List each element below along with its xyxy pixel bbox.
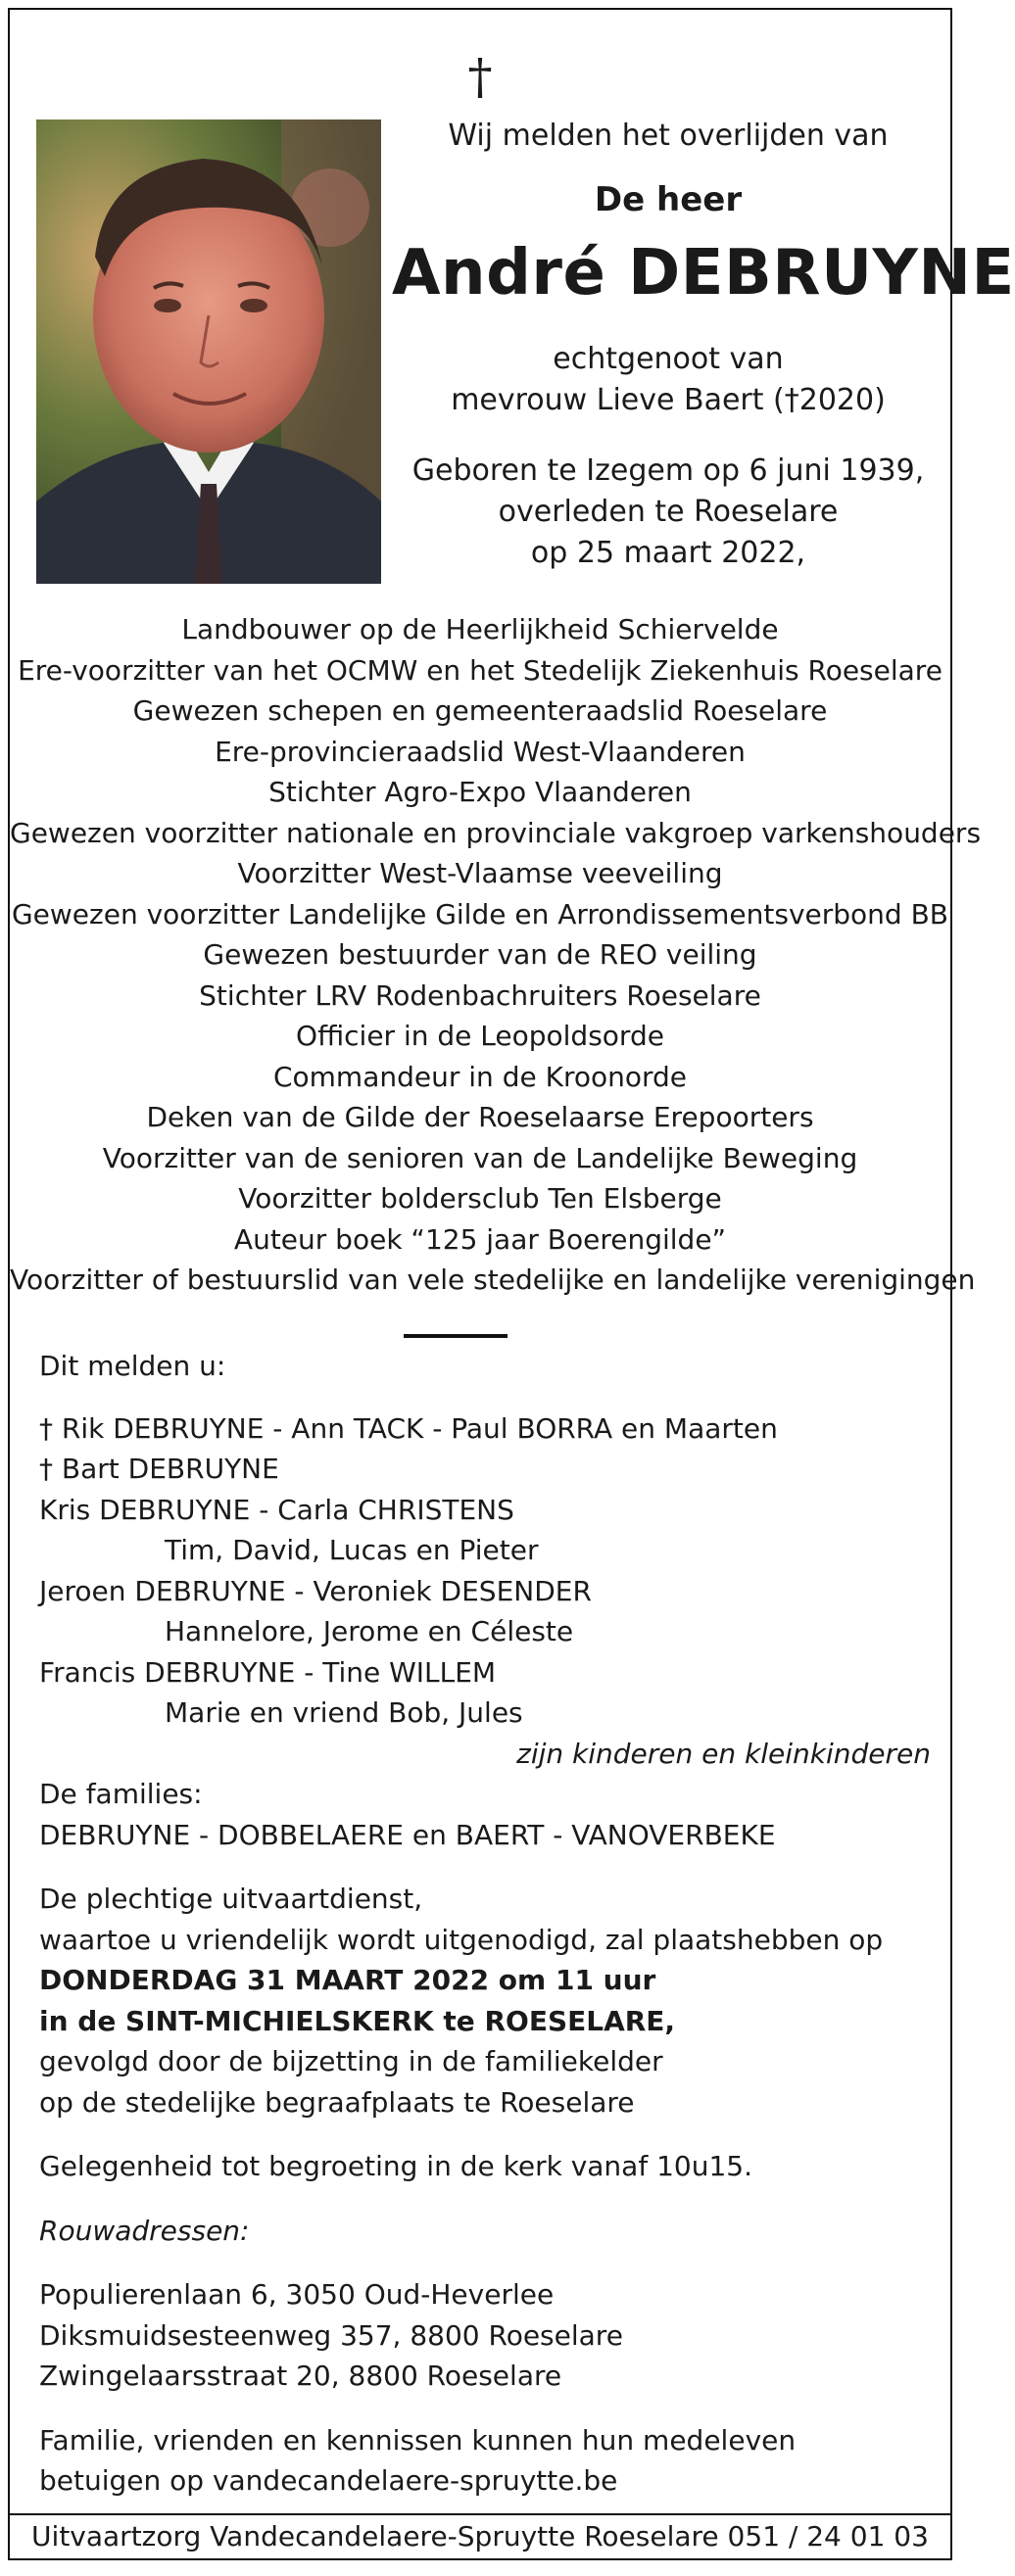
title-line: Voorzitter of bestuurslid van vele stedelijke en landelijke verenigingen (10, 1264, 976, 1296)
family-line: † Bart DEBRUYNE (39, 1453, 279, 1485)
spouse-line-1: echtgenoot van (553, 342, 784, 376)
title-line: Voorzitter van de senioren van de Landelijke Beweging (102, 1141, 858, 1174)
title-line: Landbouwer op de Heerlijkheid Schiervelde (181, 613, 779, 645)
birth-line-2: overleden te Roeselare (498, 495, 839, 529)
cross-icon: † (467, 48, 493, 105)
title-line: Voorzitter West-Vlaamse veeveiling (237, 857, 723, 889)
service-line-2: waartoe u vriendelijk wordt uitgenodigd, zal plaatshebben op (39, 1923, 884, 1956)
intro-text: Wij melden het overlijden van (448, 119, 889, 153)
birth-line-1: Geboren te Izegem op 6 juni 1939, (411, 453, 925, 488)
family-line: Jeroen DEBRUYNE - Veroniek DESENDER (39, 1574, 592, 1607)
titles-list (10, 609, 982, 1301)
deceased-name: André DEBRUYNE (392, 237, 1015, 310)
title-line: Auteur boek “125 jaar Boerengilde” (233, 1222, 727, 1256)
address-line: Zwingelaarsstraat 20, 8800 Roeselare (39, 2360, 562, 2392)
obituary-page (8, 8, 1015, 2560)
address-line: Populierenlaan 6, 3050 Oud-Heverlee (39, 2278, 555, 2311)
title-line: Deken van de Gilde der Roeselaarse Erepoorters (146, 1101, 814, 1133)
birth-line-3: op 25 maart 2022, (530, 536, 806, 570)
family-intro: Dit melden u: (39, 1350, 226, 1382)
condolence-line-1: Familie, vrienden en kennissen kunnen hun medeleven (39, 2423, 797, 2457)
footer-text: Uitvaartzorg Vandecandelaere-Spruytte Roeselare 051 / 24 01 03 (31, 2520, 929, 2552)
family-line: Francis DEBRUYNE - Tine WILLEM (39, 1655, 497, 1689)
families-label: De families: (39, 1778, 203, 1810)
children-label: zijn kinderen en kleinkinderen (516, 1737, 931, 1770)
title-line: Gewezen voorzitter nationale en provinciale vakgroep varkenshouders (10, 816, 982, 849)
service-line-6: op de stedelijke begraafplaats te Roeselare (39, 2085, 635, 2119)
family-line: † Rik DEBRUYNE - Ann TACK - Paul BORRA en Maarten (39, 1411, 778, 1445)
spouse-line-2: mevrouw Lieve Baert (†2020) (451, 383, 886, 417)
grandchildren-line: Hannelore, Jerome en Céleste (165, 1615, 574, 1647)
title-line: Voorzitter boldersclub Ten Elsberge (238, 1182, 722, 1215)
addresses-label: Rouwadressen: (39, 2214, 250, 2247)
portrait-photo (36, 119, 381, 584)
service-date: DONDERDAG 31 MAART 2022 om 11 uur (39, 1964, 656, 1996)
condolence-line-2: betuigen op vandecandelaere-spruytte.be (39, 2464, 618, 2497)
title-line: Gewezen bestuurder van de REO veiling (203, 938, 757, 971)
portrait-illustration (36, 119, 381, 584)
title-line: Stichter Agro-Expo Vlaanderen (268, 776, 692, 808)
grandchildren-line: Marie en vriend Bob, Jules (165, 1696, 523, 1729)
body-text (39, 1346, 931, 2502)
families-names: DEBRUYNE - DOBBELAERE en BAERT - VANOVERBEKE (39, 1818, 776, 1851)
footer-divider (10, 2513, 950, 2515)
service-line-5: gevolgd door de bijzetting in de familiekelder (39, 2045, 663, 2077)
greeting-line: Gelegenheid tot begroeting in de kerk vanaf 10u15. (39, 2150, 752, 2182)
title-line: Stichter LRV Rodenbachruiters Roeselare (199, 978, 761, 1012)
section-divider (404, 1334, 508, 1338)
address-line: Diksmuidsesteenweg 357, 8800 Roeselare (39, 2318, 623, 2352)
service-line-1: De plechtige uitvaartdienst, (39, 1883, 423, 1915)
header-block (392, 116, 1015, 574)
title-line: Ere-voorzitter van het OCMW en het Stedelijk Ziekenhuis Roeselare (18, 653, 942, 687)
title-line: Gewezen schepen en gemeenteraadslid Roeselare (132, 694, 828, 727)
grandchildren-line: Tim, David, Lucas en Pieter (165, 1534, 539, 1566)
title-line: Commandeur in de Kroonorde (272, 1060, 688, 1093)
honorific-title: De heer (594, 180, 743, 219)
family-line: Kris DEBRUYNE - Carla CHRISTENS (39, 1493, 514, 1526)
service-church: in de SINT-MICHIELSKERK te ROESELARE, (39, 2004, 676, 2037)
title-line: Officier in de Leopoldsorde (296, 1020, 664, 1052)
title-line: Gewezen voorzitter Landelijke Gilde en Arrondissementsverbond BB (11, 897, 949, 930)
title-line: Ere-provincieraadslid West-Vlaanderen (215, 735, 746, 768)
